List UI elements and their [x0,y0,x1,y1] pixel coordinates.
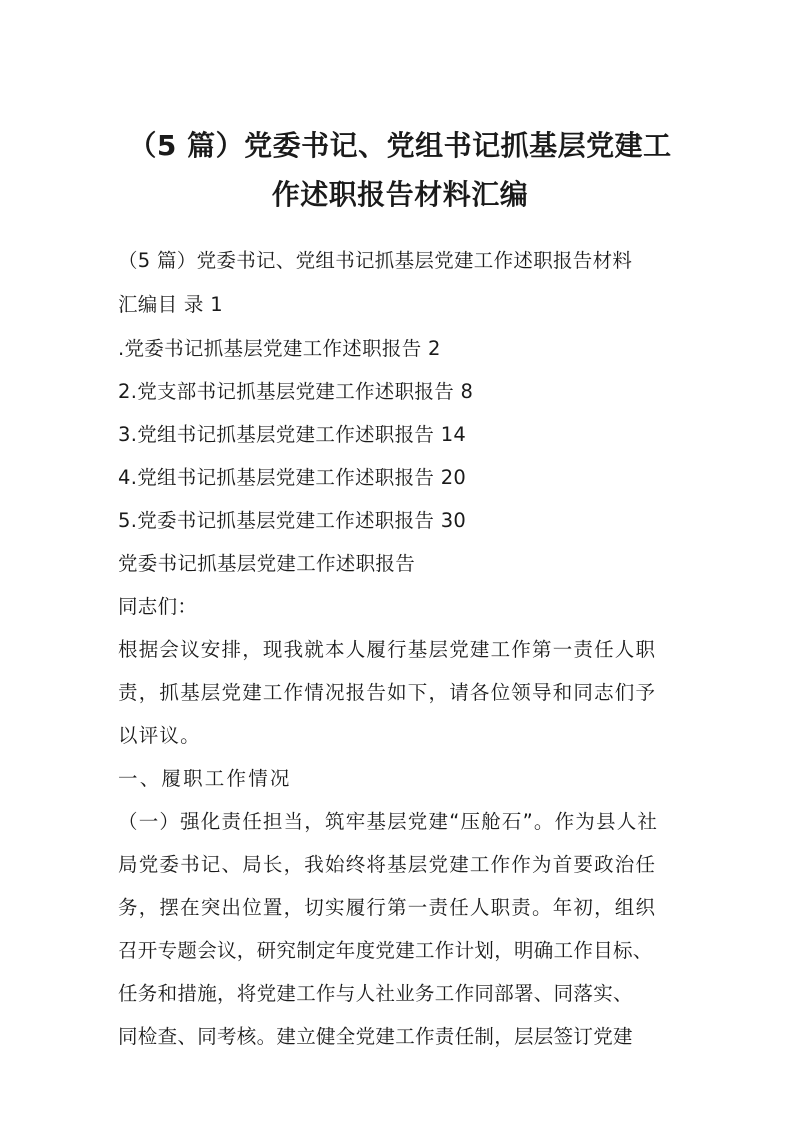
document-title-line-2: 作述职报告材料汇编 [271,178,529,211]
toc-item: .党委书记抓基层党建工作述职报告 2 [118,337,441,360]
section-1-paragraph-line: 局党委书记、局长，我始终将基层党建工作作为首要政治任 [118,853,657,876]
section-1-paragraph-line: 务，摆在突出位置，切实履行第一责任人职责。年初，组织 [118,896,657,919]
document-title-line-1: （5 篇）党委书记、党组书记抓基层党建工 [128,129,672,162]
toc-item: 5.党委书记抓基层党建工作述职报告 30 [118,509,467,532]
section-1-paragraph-line: 召开专题会议，研究制定年度党建工作计划，明确工作目标、 [118,939,653,962]
section-1-paragraph-line: （一）强化责任担当，筑牢基层党建“压舱石”。作为县人社 [118,810,659,833]
intro-line: 根据会议安排，现我就本人履行基层党建工作第一责任人职 [118,638,657,661]
toc-heading-line-1: （5 篇）党委书记、党组书记抓基层党建工作述职报告材料 [118,249,633,272]
section-1-heading: 一、履职工作情况 [118,767,292,790]
section-1-paragraph-line: 任务和措施，将党建工作与人社业务工作同部署、同落实、 [118,982,633,1005]
intro-line: 以评议。 [118,724,201,747]
section-1-paragraph-line: 同检查、同考核。建立健全党建工作责任制，层层签订党建 [118,1025,633,1048]
report-title: 党委书记抓基层党建工作述职报告 [118,552,416,575]
toc-item: 3.党组书记抓基层党建工作述职报告 14 [118,423,467,446]
salutation: 同志们： [118,595,198,618]
toc-item: 4.党组书记抓基层党建工作述职报告 20 [118,466,467,489]
toc-heading-line-2: 汇编目 录 1 [118,293,223,316]
toc-item: 2.党支部书记抓基层党建工作述职报告 8 [118,380,474,403]
intro-line: 责，抓基层党建工作情况报告如下，请各位领导和同志们予 [118,681,657,704]
